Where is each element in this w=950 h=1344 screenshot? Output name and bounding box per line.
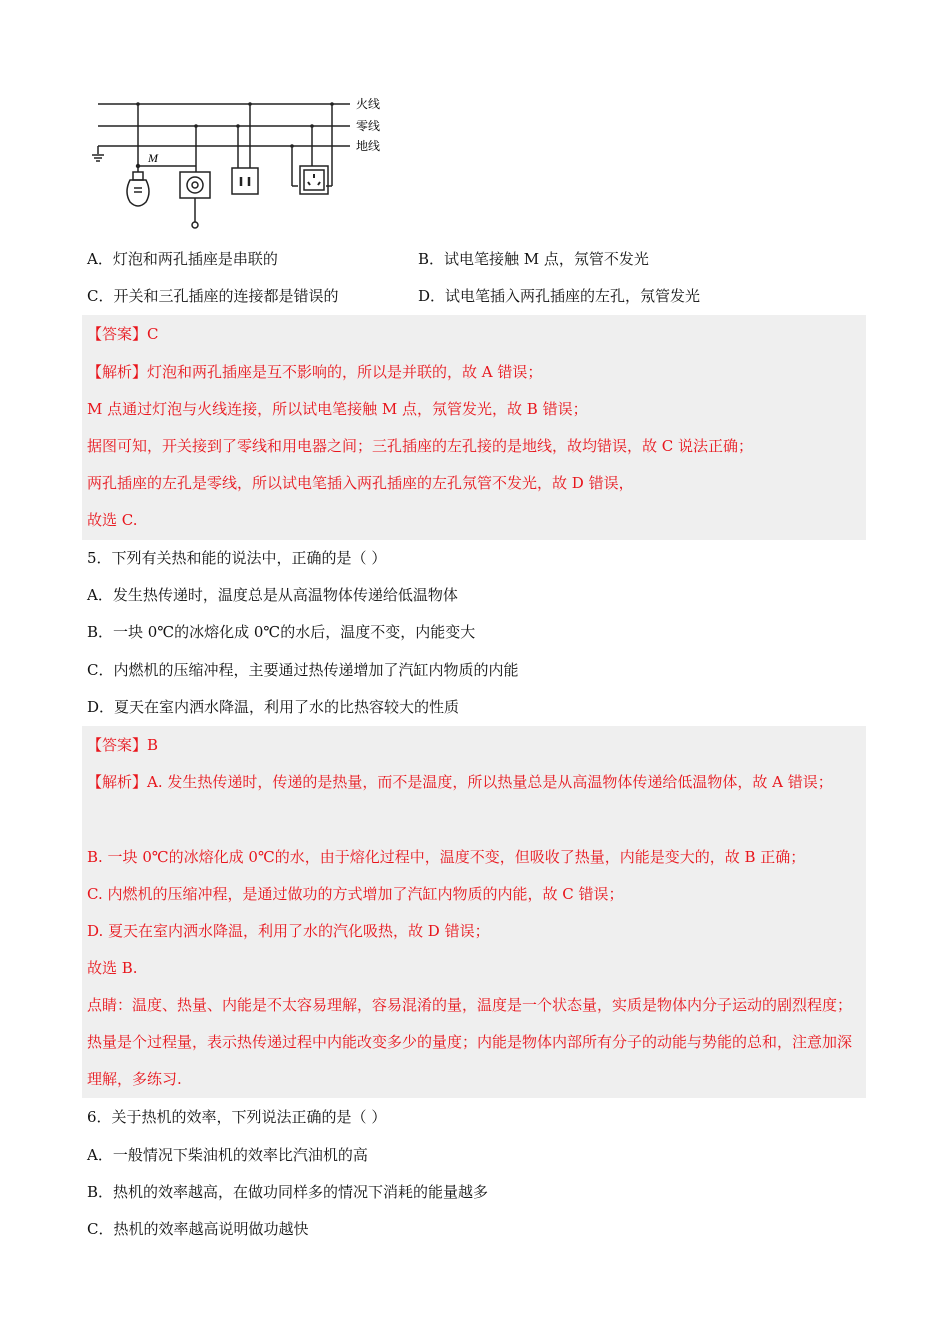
q5-answer-block xyxy=(82,726,866,1098)
q4-analysis-line: 据图可知，开关接到了零线和用电器之间；三孔插座的左孔接的是地线，故均错误，故 C 说法正确； xyxy=(87,437,754,455)
q5-answer: 【答案】B xyxy=(87,736,159,754)
q4-analysis-line: M 点通过灯泡与火线连接，所以试电笔接触 M 点，氖管发光，故 B 错误； xyxy=(87,400,588,418)
q5-analysis-line: D. 夏天在室内洒水降温，利用了水的汽化吸热，故 D 错误； xyxy=(87,922,490,940)
q5-analysis-a: 【解析】A. 发生热传递时，传递的是热量，而不是温度，所以热量总是从高温物体传递给低温物体，故 A 错误； xyxy=(87,773,833,791)
q5-analysis-line: C. 内燃机的压缩冲程，是通过做功的方式增加了汽缸内物质的内能，故 C 错误； xyxy=(87,885,624,903)
q5-analysis-line: B. 一块 0℃的冰熔化成 0℃的水，由于熔化过程中，温度不变，但吸收了热量，内能是变大的，故 B 正确； xyxy=(87,848,806,866)
point-m-label: M xyxy=(148,151,158,165)
q4-option-b: B．试电笔接触 M 点，氖管不发光 xyxy=(418,250,649,268)
q6-option-a: A．一般情况下柴油机的效率比汽油机的高 xyxy=(87,1146,368,1164)
live-wire-label: 火线 xyxy=(356,97,381,111)
q5-analysis-line: 故选 B. xyxy=(87,959,138,977)
q4-option-a: A．灯泡和两孔插座是串联的 xyxy=(87,250,278,268)
q4-option-d: D．试电笔插入两孔插座的左孔，氖管发光 xyxy=(418,287,701,305)
q4-answer: 【答案】C xyxy=(87,325,159,343)
q4-analysis-line: 【解析】灯泡和两孔插座是互不影响的，所以是并联的，故 A 错误； xyxy=(87,363,543,381)
q6-option-b: B．热机的效率越高，在做功同样多的情况下消耗的能量越多 xyxy=(87,1183,489,1201)
q4-option-c: C．开关和三孔插座的连接都是错误的 xyxy=(87,287,339,305)
ground-wire-label: 地线 xyxy=(356,139,381,153)
q5-option-c: C．内燃机的压缩冲程，主要通过热传递增加了汽缸内物质的内能 xyxy=(87,661,519,679)
q6-stem: 6．关于热机的效率，下列说法正确的是（ ） xyxy=(87,1108,387,1126)
q5-option-a: A．发生热传递时，温度总是从高温物体传递给低温物体 xyxy=(87,586,458,604)
q5-stem: 5．下列有关热和能的说法中，正确的是（ ） xyxy=(87,549,387,567)
q6-option-c: C．热机的效率越高说明做功越快 xyxy=(87,1220,309,1238)
q4-analysis-line: 两孔插座的左孔是零线，所以试电笔插入两孔插座的左孔氖管不发光，故 D 错误， xyxy=(87,474,634,492)
q5-note: 点睛：温度、热量、内能是不太容易理解，容易混淆的量，温度是一个状态量，实质是物体内分子运动的剧烈程度；热量是个过程量，表示热传递过程中内能改变多少的量度；内能是物体内部所有分子的动能与势能的总和，注意加深理解，多练习. xyxy=(87,996,853,1088)
q4-answer-block xyxy=(82,315,866,540)
q4-analysis-line: 故选 C. xyxy=(87,511,138,529)
neutral-wire-label: 零线 xyxy=(356,119,381,133)
circuit-diagram xyxy=(88,88,398,236)
q5-option-b: B．一块 0℃的冰熔化成 0℃的水后，温度不变，内能变大 xyxy=(87,623,476,641)
q5-option-d: D．夏天在室内洒水降温，利用了水的比热容较大的性质 xyxy=(87,698,460,716)
